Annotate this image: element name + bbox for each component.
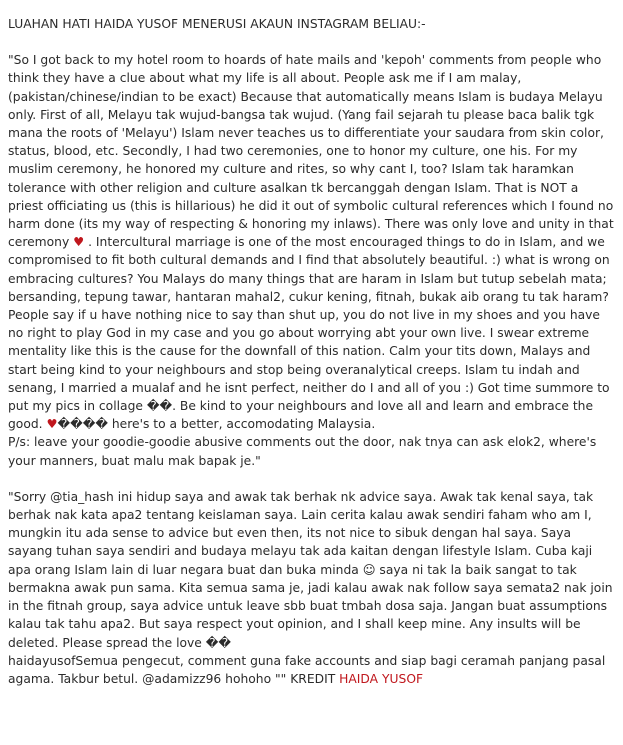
quote-1-postscript: P/s: leave your goodie-goodie abusive comments out the door, nak tnya can ask elok2, where's your manners, buat malu mak bapak je." <box>8 435 597 468</box>
quote-1-text-part-3: ���� here's to a better, accomodating Malaysia. <box>57 417 376 432</box>
article-heading: LUAHAN HATI HAIDA YUSOF MENERUSI AKAUN INSTAGRAM BELIAU:- <box>8 17 426 31</box>
credit-name-link[interactable]: HAIDA YUSOF <box>339 671 424 686</box>
quote-2-text: "Sorry @tia_hash ini hidup saya and awak tak berhak nk advice saya. Awak tak kenal saya, tak berhak nak kata apa2 tentang keislaman saya. Lain cerita kalau awak sendiri faham who am I, mungkin itu ada sense to advice but even then, its not nice to sibuk dengan hal saya. Saya sayang tuhan saya sendiri and budaya melayu tak ada kaitan dengan lifestyle Islam. Cuba kaji apa orang Islam lain di luar negara buat dan buka minda ☺ saya ni tak la baik sangat to tak bermakna awak pun sama. Kita semua sama je, jadi kalau awak nak follow saya semata2 nak join in the fitnah group, saya advice untuk leave sbb buat tmbah dosa saja. Jangan buat assumptions kalau tak tahu apa2. But saya respect yout opinion, and I shall keep mine. Any insults will be deleted. Please spread the love �� <box>8 489 613 650</box>
heart-icon: ♥ <box>73 235 85 250</box>
quote-2-second-line: haidayusofSemua pengecut, comment guna fake accounts and siap bagi ceramah panjang pasal agama. Takbur betul. @adamizz96 hohoho "" KREDIT <box>8 653 606 686</box>
quote-1-text-part-2: . Intercultural marriage is one of the most encouraged things to do in Islam, and we compromised to fit both cultural demands and I find that absolutely beautiful. :) what is wrong on embracing cultures? You Malays do many things that are haram in Islam but tutup sebelah mata; bersanding, tepung tawar, hantaran mahal2, cukur kening, fitnah, bukak aib orang tu tak haram? People say if u have nothing nice to say than shut up, you do not live in my shoes and you have no right to play God in my case and you go about worrying abt your own live. I swear extreme mentality like this is the cause for the downfall of this nation. Calm your tits down, Malays and start being kind to your neighbours and stop being overanalytical creeps. Islam tu indah and senang, I married a mualaf and he isnt perfect, neither do I and all of you :) Got time summore to put my pics in collage ��. Be kind to your neighbours and love all and learn and embrace the good. <box>8 235 610 432</box>
quote-paragraph-2 <box>8 488 617 688</box>
quote-paragraph-1 <box>8 51 617 470</box>
heart-icon: ♥ <box>46 417 58 432</box>
quote-1-text-part-1: "So I got back to my hotel room to hoards of hate mails and 'kepoh' comments from people who think they have a clue about what my life is all about. People ask me if I am malay, (pakistan/chinese/indian to be exact) Because that automatically means Islam is budaya Melayu only. First of all, Melayu tak wujud-bangsa tak wujud. (Yang fail sejarah tu please baca balik tgk mana the roots of 'Melayu') Islam never teaches us to differentiate your saudara from skin color, status, blood, etc. Secondly, I had two ceremonies, one to honor my culture, one his. For my muslim ceremony, he honored my culture and rites, so why cant I, too? Islam tak haramkan tolerance with other religion and culture asalkan tk bercanggah dengan Islam. That is NOT a priest officiating us (this is hillarious) he did it out of symbolic cultural references which I found no harm done (its my way of respecting & honoring my inlaws). There was only love and unity in that ceremony <box>8 53 614 250</box>
